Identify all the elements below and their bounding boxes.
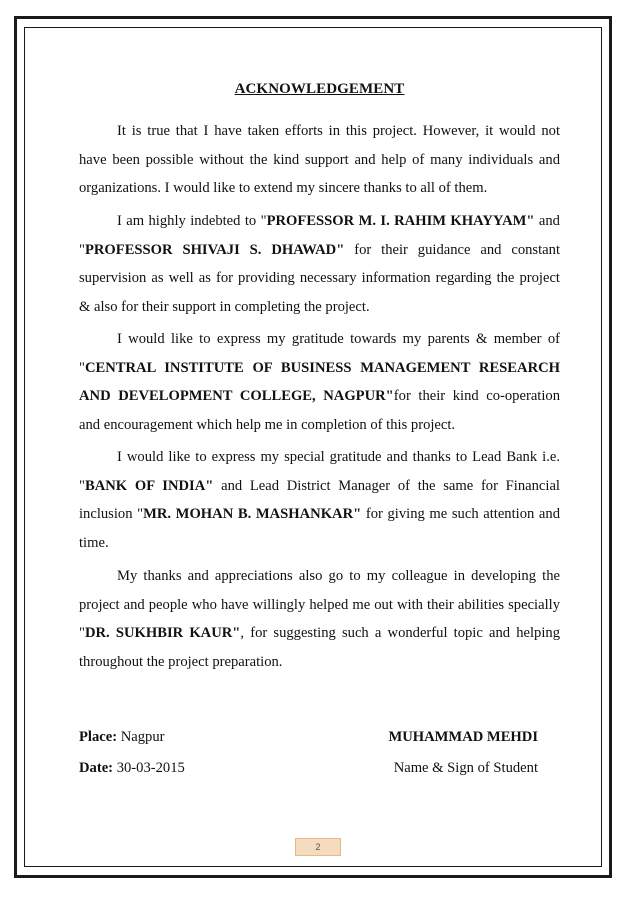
page-number: 2 [295,838,341,856]
paragraph-3-text-1: I would like to express my gratitude towards my parents & member of " [79,331,560,376]
colleague-name: DR. SUKHBIR KAUR" [84,625,241,641]
place-field [79,729,165,746]
paragraph-2-text-3: for their guidance and constant supervision as well as for providing necessary information regarding the project & also for their support in completing the project. [79,241,560,315]
date-field [79,760,185,777]
signature-row-date [79,760,560,780]
professor-dhawad-name: PROFESSOR SHIVAJI S. DHAWAD" [84,241,345,258]
date-value: 30-03-2015 [113,760,185,776]
paragraph-2-text-1: I am highly indebted to " [117,213,267,229]
signature-row-place [79,729,560,749]
college-name: CENTRAL INSTITUTE OF BUSINESS MANAGEMENT RESEARCH AND DEVELOPMENT COLLEGE, NAGPUR" [79,359,560,404]
paragraph-4 [79,443,560,557]
bank-name: BANK OF INDIA" [84,477,214,494]
paragraph-1 [79,117,560,203]
paragraph-3-text-2: for their kind co-operation and encouragement which help me in completion of this project. [79,388,560,433]
date-label: Date: [79,760,114,776]
paragraph-1-text: It is true that I have taken efforts in this project. However, it would not have been possible without the kind support and help of many individuals and organizations. I would like to extend my sincere thanks to all of them. [79,123,560,196]
paragraph-2 [79,207,560,321]
manager-name: MR. MOHAN B. MASHANKAR" [143,506,362,522]
professor-khayyam-name: PROFESSOR M. I. RAHIM KHAYYAM" [266,213,535,229]
paragraph-2-text-2: and " [79,213,560,258]
paragraph-4-text-3: for giving me such attention and time. [79,506,560,551]
place-label: Place: [79,729,118,745]
paragraph-3 [79,325,560,439]
page-title: ACKNOWLEDGEMENT [234,81,405,97]
paragraph-5-text-1: My thanks and appreciations also go to my colleague in developing the project and people who have willingly helped me out with their abilities specially " [79,568,560,641]
paragraph-4-text-2: and Lead District Manager of the same for Financial inclusion " [79,477,560,522]
student-caption: Name & Sign of Student [393,760,538,776]
paragraph-5 [79,562,560,676]
paragraph-4-text-1: I would like to express my special gratitude and thanks to Lead Bank i.e. " [79,449,560,494]
paragraph-5-text-2: , for suggesting such a wonderful topic and helping throughout the project preparation. [79,625,561,670]
place-value: Nagpur [117,729,165,745]
student-name: MUHAMMAD MEHDI [388,729,538,745]
